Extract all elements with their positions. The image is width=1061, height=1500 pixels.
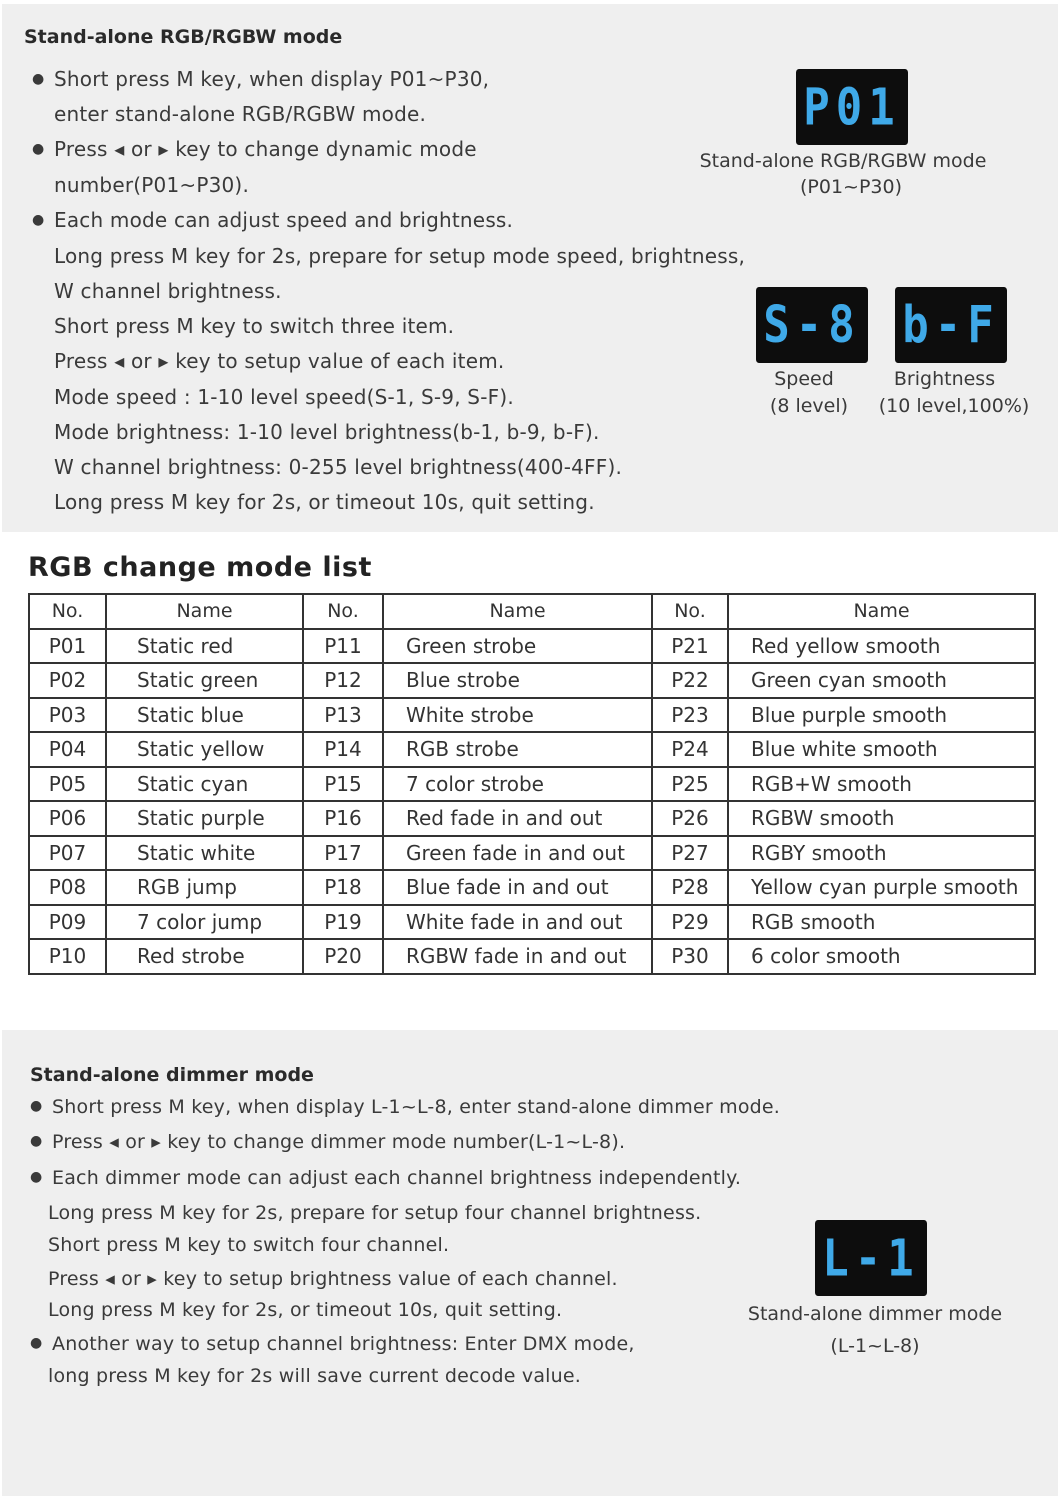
dimmer-line-9: long press M key for 2s will save current decode value. (48, 1365, 582, 1387)
mode-name-cell: Blue white smooth (728, 732, 1035, 767)
dimmer-line-6: Press ◂ or ▸ key to setup brightness value of each channel. (48, 1268, 618, 1290)
dimmer-line-4: Long press M key for 2s, prepare for setup four channel brightness. (48, 1202, 702, 1224)
dimmer-display-caption: Stand-alone dimmer mode (747, 1303, 1003, 1325)
rgb-line-13: Long press M key for 2s, or timeout 10s, quit setting. (54, 490, 595, 514)
table-row (29, 836, 1035, 871)
mode-name-cell: RGB strobe (383, 732, 652, 767)
rgb-line-3: ● Press ◂ or ▸ key to change dynamic mode (32, 137, 477, 161)
mode-number-cell: P27 (652, 836, 728, 871)
table-row (29, 732, 1035, 767)
dimmer-line-3: ● Each dimmer mode can adjust each channel brightness independently. (30, 1167, 742, 1189)
mode-name-cell: 7 color strobe (383, 767, 652, 802)
mode-name-cell: RGB smooth (728, 905, 1035, 940)
mode-number-cell: P20 (303, 939, 383, 974)
mode-name-cell: Static cyan (106, 767, 303, 802)
rgb-line-1: ● Short press M key, when display P01~P30, (32, 67, 490, 91)
table-row (29, 767, 1035, 802)
mode-name-cell: Blue purple smooth (728, 698, 1035, 733)
dimmer-mode-panel (2, 1030, 1058, 1496)
mode-number-cell: P02 (29, 663, 106, 698)
mode-number-cell: P23 (652, 698, 728, 733)
table-row (29, 801, 1035, 836)
table-row (29, 905, 1035, 940)
mode-name-cell: RGB+W smooth (728, 767, 1035, 802)
mode-name-cell: Static green (106, 663, 303, 698)
rgb-line-6: Long press M key for 2s, prepare for setup mode speed, brightness, (54, 244, 746, 268)
rgb-line-7: W channel brightness. (54, 279, 282, 303)
mode-number-cell: P05 (29, 767, 106, 802)
mode-lcd-display: P01 (796, 69, 908, 145)
rgb-line-5: ● Each mode can adjust speed and brightness. (32, 208, 514, 232)
dimmer-line-5: Short press M key to switch four channel. (48, 1234, 450, 1256)
mode-number-cell: P06 (29, 801, 106, 836)
mode-name-cell: White fade in and out (383, 905, 652, 940)
header-no: No. (303, 594, 383, 629)
brightness-level-caption: (10 level,100%) (878, 395, 1030, 417)
header-name: Name (383, 594, 652, 629)
dimmer-display-range: (L-1~L-8) (830, 1335, 920, 1357)
brightness-lcd-display: b-F (895, 287, 1007, 363)
mode-number-cell: P28 (652, 870, 728, 905)
table-row (29, 629, 1035, 664)
mode-number-cell: P04 (29, 732, 106, 767)
mode-number-cell: P10 (29, 939, 106, 974)
mode-number-cell: P21 (652, 629, 728, 664)
mode-number-cell: P18 (303, 870, 383, 905)
mode-name-cell: Red strobe (106, 939, 303, 974)
mode-number-cell: P12 (303, 663, 383, 698)
rgb-line-2: enter stand-alone RGB/RGBW mode. (54, 102, 427, 126)
mode-number-cell: P17 (303, 836, 383, 871)
mode-name-cell: Green fade in and out (383, 836, 652, 871)
rgb-mode-heading: Stand-alone RGB/RGBW mode (24, 26, 343, 48)
mode-number-cell: P25 (652, 767, 728, 802)
mode-display-caption: Stand-alone RGB/RGBW mode (699, 150, 987, 172)
mode-name-cell: RGB jump (106, 870, 303, 905)
mode-name-cell: Blue strobe (383, 663, 652, 698)
mode-name-cell: RGBY smooth (728, 836, 1035, 871)
rgb-line-12: W channel brightness: 0-255 level brightness(400-4FF). (54, 455, 623, 479)
mode-name-cell: Static red (106, 629, 303, 664)
mode-number-cell: P03 (29, 698, 106, 733)
rgb-line-11: Mode brightness: 1-10 level brightness(b-1, b-9, b-F). (54, 420, 600, 444)
table-row (29, 663, 1035, 698)
bullet-icon: ● (32, 211, 45, 228)
dimmer-line-1: ● Short press M key, when display L-1~L-8, enter stand-alone dimmer mode. (30, 1096, 781, 1118)
rgb-line-9: Press ◂ or ▸ key to setup value of each item. (54, 349, 505, 373)
table-row (29, 870, 1035, 905)
mode-name-cell: Static blue (106, 698, 303, 733)
mode-number-cell: P19 (303, 905, 383, 940)
mode-number-cell: P22 (652, 663, 728, 698)
mode-name-cell: Static purple (106, 801, 303, 836)
dimmer-lcd-display: L-1 (815, 1220, 927, 1296)
mode-name-cell: RGBW fade in and out (383, 939, 652, 974)
table-row (29, 939, 1035, 974)
rgb-mode-table (28, 593, 1036, 975)
mode-name-cell: 7 color jump (106, 905, 303, 940)
mode-number-cell: P15 (303, 767, 383, 802)
mode-name-cell: Static white (106, 836, 303, 871)
rgb-line-8: Short press M key to switch three item. (54, 314, 455, 338)
mode-name-cell: 6 color smooth (728, 939, 1035, 974)
bullet-icon: ● (30, 1168, 43, 1185)
header-name: Name (106, 594, 303, 629)
mode-number-cell: P07 (29, 836, 106, 871)
mode-name-cell: RGBW smooth (728, 801, 1035, 836)
mode-number-cell: P30 (652, 939, 728, 974)
mode-display-range: (P01~P30) (799, 176, 902, 198)
rgb-mode-panel (2, 4, 1058, 532)
dimmer-mode-heading: Stand-alone dimmer mode (30, 1064, 314, 1086)
mode-name-cell: Green strobe (383, 629, 652, 664)
header-no: No. (29, 594, 106, 629)
mode-name-cell: White strobe (383, 698, 652, 733)
mode-name-cell: Red yellow smooth (728, 629, 1035, 664)
mode-number-cell: P11 (303, 629, 383, 664)
mode-number-cell: P01 (29, 629, 106, 664)
bullet-icon: ● (32, 70, 45, 87)
dimmer-line-7: Long press M key for 2s, or timeout 10s, quit setting. (48, 1299, 563, 1321)
mode-number-cell: P09 (29, 905, 106, 940)
header-name: Name (728, 594, 1035, 629)
bullet-icon: ● (30, 1334, 43, 1351)
header-no: No. (652, 594, 728, 629)
dimmer-line-8: ● Another way to setup channel brightness: Enter DMX mode, (30, 1333, 635, 1355)
mode-number-cell: P16 (303, 801, 383, 836)
table-row (29, 698, 1035, 733)
rgb-line-4: number(P01~P30). (54, 173, 249, 197)
dimmer-line-2: ● Press ◂ or ▸ key to change dimmer mode number(L-1~L-8). (30, 1131, 626, 1153)
mode-name-cell: Yellow cyan purple smooth (728, 870, 1035, 905)
bullet-icon: ● (32, 140, 45, 157)
bullet-icon: ● (30, 1132, 43, 1149)
mode-number-cell: P13 (303, 698, 383, 733)
mode-name-cell: Blue fade in and out (383, 870, 652, 905)
table-title: RGB change mode list (28, 552, 372, 583)
mode-name-cell: Green cyan smooth (728, 663, 1035, 698)
bullet-icon: ● (30, 1097, 43, 1114)
mode-number-cell: P24 (652, 732, 728, 767)
speed-level-caption: (8 level) (769, 395, 849, 417)
mode-name-cell: Red fade in and out (383, 801, 652, 836)
speed-caption: Speed (774, 368, 834, 390)
table-header-row (29, 594, 1035, 629)
speed-lcd-display: S-8 (756, 287, 868, 363)
mode-name-cell: Static yellow (106, 732, 303, 767)
mode-number-cell: P26 (652, 801, 728, 836)
rgb-line-10: Mode speed : 1-10 level speed(S-1, S-9, S-F). (54, 385, 514, 409)
mode-number-cell: P29 (652, 905, 728, 940)
brightness-caption: Brightness (893, 368, 996, 390)
mode-number-cell: P08 (29, 870, 106, 905)
mode-number-cell: P14 (303, 732, 383, 767)
